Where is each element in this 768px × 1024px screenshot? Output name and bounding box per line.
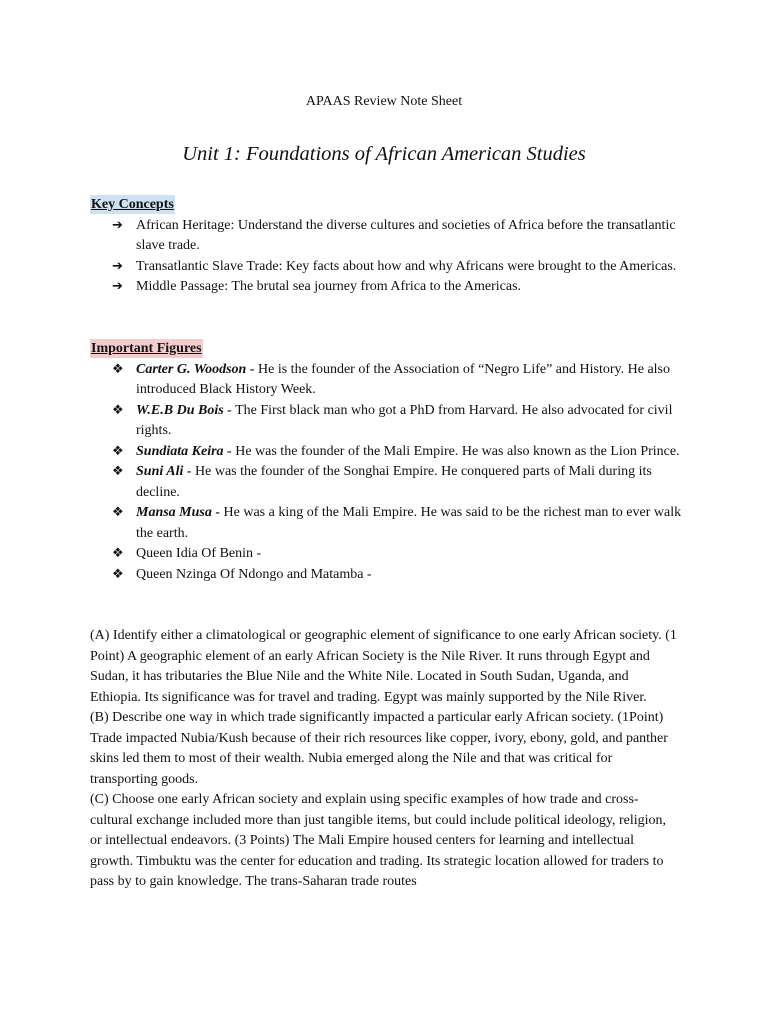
list-item-text: African Heritage: Understand the diverse cultures and societies of Africa before the transatlantic slave trade. — [136, 217, 676, 253]
list-item — [90, 503, 690, 544]
list-item — [90, 462, 690, 503]
list-item-text: Transatlantic Slave Trade: Key facts about how and why Africans were brought to the Americas. — [136, 258, 677, 274]
four-diamond-icon: ❖ — [112, 566, 124, 582]
four-diamond-icon: ❖ — [112, 464, 124, 479]
figure-description: He was the founder of the Mali Empire. He was also known as the Lion Prince. — [231, 443, 680, 459]
arrow-right-icon: ➔ — [112, 217, 123, 233]
figure-description: Queen Nzinga Of Ndongo and Matamba - — [136, 566, 372, 582]
figure-description: He is the founder of the Association of “Negro Life” and History. He also introduced Black History Week. — [136, 361, 670, 397]
four-diamond-icon: ❖ — [112, 443, 124, 459]
list-item-text: Middle Passage: The brutal sea journey from Africa to the Americas. — [136, 279, 522, 294]
important-figures-section — [90, 339, 690, 585]
answer-paragraph-c: (C) Choose one early African society and explain using specific examples of how trade and cross-cultural exchange included more than just tangible items, but could include political ideology, religion, or intellectual endeavors. (3 Points) The Mali Empire housed centers for learning and intellectual growth. Timbuktu was the center for education and trading. Its strategic location allowed for traders to pass by to gain knowledge. The trans-Saharan trade routes — [90, 792, 667, 889]
key-concepts-heading: Key Concepts — [91, 197, 174, 212]
list-item — [90, 544, 690, 565]
important-figures-list — [90, 360, 690, 586]
important-figures-heading: Important Figures — [91, 341, 202, 356]
figure-description: He was a king of the Mali Empire. He was said to be the richest man to ever walk the earth. — [136, 505, 682, 541]
four-diamond-icon: ❖ — [112, 505, 124, 520]
four-diamond-icon: ❖ — [112, 361, 124, 377]
answer-paragraph-a: (A) Identify either a climatological or geographic element of significance to one early African society. (1 Point) A geographic element of an early African Society is the Nile River. It runs through Egypt and Sudan, it has tributaries the Blue Nile and the White Nile. Located in South Sudan, Uganda, and Ethiopia. Its significance was for travel and trading. Egypt was mainly supported by the Nile River. — [90, 628, 677, 705]
document-header: APAAS Review Note Sheet — [305, 94, 463, 109]
list-item — [90, 360, 690, 401]
list-item — [90, 565, 690, 586]
key-concepts-section — [90, 195, 690, 298]
arrow-right-icon: ➔ — [112, 258, 123, 274]
list-item — [90, 257, 690, 278]
figure-name: Carter G. Woodson - — [136, 361, 255, 377]
figure-name: W.E.B Du Bois - — [136, 402, 232, 418]
list-item — [90, 401, 690, 442]
answer-paragraph-b: (B) Describe one way in which trade significantly impacted a particular early African society. (1Point) Trade impacted Nubia/Kush because of their rich resources like copper, ivory, ebony, gold, and panther skins led them to most of their wealth. Nubia emerged along the Nile and that was critical for transporting goods. — [90, 710, 668, 787]
key-concepts-list — [90, 216, 690, 298]
figure-name: Mansa Musa - — [136, 505, 221, 520]
figure-description: Queen Idia Of Benin - — [136, 546, 262, 561]
four-diamond-icon: ❖ — [112, 546, 124, 561]
figure-name: Sundiata Keira - — [136, 443, 232, 459]
figure-description: The First black man who got a PhD from Harvard. He also advocated for civil rights. — [136, 402, 673, 438]
list-item — [90, 442, 690, 463]
figure-description: He was the founder of the Songhai Empire. He conquered parts of Mali during its decline. — [136, 464, 652, 500]
document-title: Unit 1: Foundations of African American Studies — [182, 143, 586, 165]
figure-name: Suni Ali - — [136, 464, 192, 479]
list-item — [90, 216, 690, 257]
four-diamond-icon: ❖ — [112, 402, 124, 418]
arrow-right-icon: ➔ — [112, 279, 123, 294]
answers-section — [90, 626, 680, 893]
list-item — [90, 277, 690, 298]
